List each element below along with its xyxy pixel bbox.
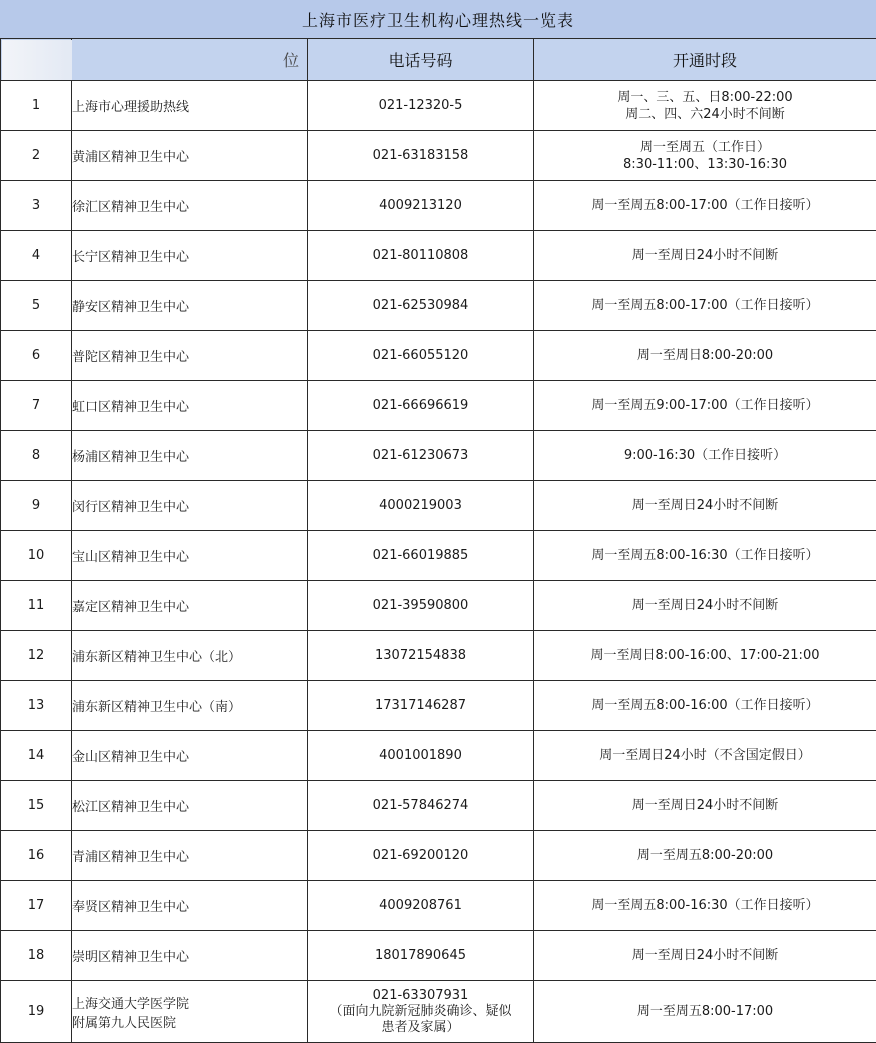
phone-number	[308, 931, 534, 981]
row-number: 2	[1, 131, 72, 181]
row-number: 7	[1, 381, 72, 431]
service-hours	[534, 181, 876, 231]
row-number: 12	[1, 631, 72, 681]
phone-number	[308, 81, 534, 131]
hours-line: 周一至周五8:00-16:00（工作日接听）	[534, 697, 876, 714]
row-number: 15	[1, 781, 72, 831]
institution-name: 闵行区精神卫生中心	[72, 481, 308, 531]
institution-name: 青浦区精神卫生中心	[72, 831, 308, 881]
hours-line: 周一至周日24小时不间断	[534, 797, 876, 814]
hours-line: 周一至周五8:00-16:30（工作日接听）	[534, 897, 876, 914]
row-number: 6	[1, 331, 72, 381]
header-phone: 电话号码	[308, 39, 534, 81]
table-row	[1, 581, 876, 631]
service-hours	[534, 881, 876, 931]
service-hours	[534, 481, 876, 531]
hours-line: 周一至周五8:00-17:00	[534, 1003, 876, 1020]
table-row	[1, 431, 876, 481]
row-number: 3	[1, 181, 72, 231]
hours-line: 周一至周日8:00-16:00、17:00-21:00	[534, 647, 876, 664]
phone-line: 021-66696619	[308, 398, 533, 414]
institution-name: 嘉定区精神卫生中心	[72, 581, 308, 631]
service-hours	[534, 131, 876, 181]
institution-name: 徐汇区精神卫生中心	[72, 181, 308, 231]
phone-line: 4009213120	[308, 198, 533, 214]
row-number: 17	[1, 881, 72, 931]
table-row	[1, 231, 876, 281]
phone-number	[308, 381, 534, 431]
row-number: 1	[1, 81, 72, 131]
table-row	[1, 531, 876, 581]
institution-name: 浦东新区精神卫生中心（南）	[72, 681, 308, 731]
phone-line: 021-69200120	[308, 848, 533, 864]
row-number: 18	[1, 931, 72, 981]
hours-line: 周一至周五9:00-17:00（工作日接听）	[534, 397, 876, 414]
service-hours	[534, 281, 876, 331]
phone-line: 021-66019885	[308, 548, 533, 564]
table-row	[1, 631, 876, 681]
table-row	[1, 881, 876, 931]
service-hours	[534, 531, 876, 581]
phone-number	[308, 731, 534, 781]
header-hours: 开通时段	[534, 39, 876, 81]
phone-number	[308, 231, 534, 281]
row-number: 8	[1, 431, 72, 481]
table-row	[1, 281, 876, 331]
phone-number	[308, 431, 534, 481]
header-row	[1, 39, 876, 81]
row-number: 14	[1, 731, 72, 781]
hours-line: 周一至周五8:00-16:30（工作日接听）	[534, 547, 876, 564]
hours-line: 周一至周五8:00-17:00（工作日接听）	[534, 297, 876, 314]
table-row	[1, 731, 876, 781]
phone-number	[308, 531, 534, 581]
institution-name-line: 上海交通大学医学院	[72, 993, 307, 1012]
row-number: 13	[1, 681, 72, 731]
institution-name: 宝山区精神卫生中心	[72, 531, 308, 581]
row-number: 9	[1, 481, 72, 531]
institution-name: 普陀区精神卫生中心	[72, 331, 308, 381]
institution-name: 杨浦区精神卫生中心	[72, 431, 308, 481]
phone-line: 4000219003	[308, 498, 533, 514]
phone-number	[308, 331, 534, 381]
phone-line: 021-80110808	[308, 248, 533, 264]
row-number: 11	[1, 581, 72, 631]
phone-number	[308, 981, 534, 1043]
phone-number	[308, 831, 534, 881]
hours-line: 周一至周五8:00-20:00	[534, 847, 876, 864]
service-hours	[534, 631, 876, 681]
hours-line: 9:00-16:30（工作日接听）	[534, 447, 876, 464]
hours-line: 周一至周日24小时不间断	[534, 597, 876, 614]
institution-name: 崇明区精神卫生中心	[72, 931, 308, 981]
service-hours	[534, 981, 876, 1043]
phone-line: 021-63183158	[308, 148, 533, 164]
phone-line: 4001001890	[308, 748, 533, 764]
phone-number	[308, 631, 534, 681]
institution-name: 浦东新区精神卫生中心（北）	[72, 631, 308, 681]
header-unit: 位	[72, 39, 308, 81]
phone-number	[308, 781, 534, 831]
row-number: 4	[1, 231, 72, 281]
institution-name: 奉贤区精神卫生中心	[72, 881, 308, 931]
phone-number	[308, 881, 534, 931]
service-hours	[534, 381, 876, 431]
hours-line: 周一至周日24小时不间断	[534, 947, 876, 964]
institution-name: 松江区精神卫生中心	[72, 781, 308, 831]
service-hours	[534, 581, 876, 631]
service-hours	[534, 431, 876, 481]
phone-line: 021-12320-5	[308, 98, 533, 114]
phone-line: 021-39590800	[308, 598, 533, 614]
table-row	[1, 981, 876, 1043]
phone-line: 18017890645	[308, 948, 533, 964]
phone-line: 021-61230673	[308, 448, 533, 464]
phone-line: （面向九院新冠肺炎确诊、疑似	[308, 1004, 533, 1020]
table-row	[1, 331, 876, 381]
phone-line: 17317146287	[308, 698, 533, 714]
table-row	[1, 81, 876, 131]
phone-line: 021-63307931	[308, 988, 533, 1004]
service-hours	[534, 831, 876, 881]
table-row	[1, 831, 876, 881]
blurred-header-area	[2, 40, 72, 80]
hours-line: 周一、三、五、日8:00-22:00	[534, 89, 876, 106]
phone-number	[308, 181, 534, 231]
phone-number	[308, 681, 534, 731]
hours-line: 周一至周日24小时不间断	[534, 497, 876, 514]
phone-line: 4009208761	[308, 898, 533, 914]
row-number: 5	[1, 281, 72, 331]
table-title: 上海市医疗卫生机构心理热线一览表	[0, 0, 876, 39]
row-number: 19	[1, 981, 72, 1043]
hours-line: 周一至周五8:00-17:00（工作日接听）	[534, 197, 876, 214]
hours-line: 8:30-11:00、13:30-16:30	[534, 156, 876, 173]
table-row	[1, 131, 876, 181]
table-row	[1, 181, 876, 231]
service-hours	[534, 81, 876, 131]
phone-number	[308, 481, 534, 531]
table-row	[1, 381, 876, 431]
hours-line: 周一至周五（工作日）	[534, 139, 876, 156]
table-row	[1, 481, 876, 531]
service-hours	[534, 931, 876, 981]
institution-name: 上海市心理援助热线	[72, 81, 308, 131]
institution-name: 虹口区精神卫生中心	[72, 381, 308, 431]
hours-line: 周一至周日24小时不间断	[534, 247, 876, 264]
phone-line: 021-62530984	[308, 298, 533, 314]
institution-name: 金山区精神卫生中心	[72, 731, 308, 781]
institution-name: 长宁区精神卫生中心	[72, 231, 308, 281]
phone-line: 021-57846274	[308, 798, 533, 814]
table-row	[1, 931, 876, 981]
institution-name	[72, 981, 308, 1043]
institution-name-line: 附属第九人民医院	[72, 1012, 307, 1031]
row-number: 16	[1, 831, 72, 881]
hours-line: 周一至周日8:00-20:00	[534, 347, 876, 364]
phone-line: 021-66055120	[308, 348, 533, 364]
hours-line: 周二、四、六24小时不间断	[534, 106, 876, 123]
phone-line: 13072154838	[308, 648, 533, 664]
service-hours	[534, 731, 876, 781]
phone-number	[308, 281, 534, 331]
hotline-table	[0, 38, 876, 1043]
phone-line: 患者及家属）	[308, 1020, 533, 1036]
service-hours	[534, 331, 876, 381]
service-hours	[534, 681, 876, 731]
institution-name: 静安区精神卫生中心	[72, 281, 308, 331]
service-hours	[534, 231, 876, 281]
institution-name: 黄浦区精神卫生中心	[72, 131, 308, 181]
phone-number	[308, 581, 534, 631]
hours-line: 周一至周日24小时（不含国定假日）	[534, 747, 876, 764]
table-row	[1, 781, 876, 831]
table-body	[1, 81, 876, 1043]
row-number: 10	[1, 531, 72, 581]
phone-number	[308, 131, 534, 181]
service-hours	[534, 781, 876, 831]
table-row	[1, 681, 876, 731]
